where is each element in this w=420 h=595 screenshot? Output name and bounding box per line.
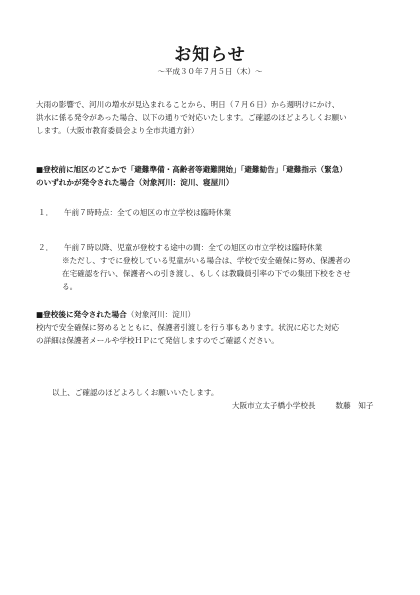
item-number: ２． [38, 243, 54, 252]
heading-line: ■登校前に旭区のどこかで「避難準備・高齢者等避難開始」「避難勧告」「避難指示（緊急） [36, 165, 347, 174]
note-line: る。 [62, 282, 78, 292]
heading-line: のいずれかが発令された場合（対象河川：淀川、寝屋川） [36, 178, 234, 188]
notice-date: ～平成３０年７月５日（木）～ [157, 67, 263, 76]
section-before-school-heading [36, 163, 347, 189]
section-after-school-heading [36, 308, 195, 321]
signature-block [232, 399, 374, 412]
note-line: ※ただし、すでに登校している児童がいる場合は、学校で安全確保に努め、保護者の [62, 256, 351, 265]
item-text: 午前７時以降、児童が登校する途中の間：全ての旭区の市立学校は臨時休業 [64, 243, 323, 252]
heading-note: （対象河川：淀川） [126, 310, 196, 319]
item-text: 午前７時時点：全ての旭区の市立学校は臨時休業 [64, 208, 232, 217]
item-note [62, 254, 351, 294]
signer-position: 大阪市立太子橋小学校長 [232, 401, 316, 410]
signer-name: 数藤 知子 [335, 401, 374, 410]
after-school-paragraph [36, 321, 339, 347]
intro-paragraph [36, 98, 347, 138]
body-line: の詳細は保護者メールや学校ＨＰにて発信しますのでご確認ください。 [36, 336, 279, 346]
closing-text: 以上、ご確認のほどよろしくお願いいたします。 [52, 388, 219, 397]
heading-text: ■登校後に発令された場合 [36, 310, 127, 319]
item-number: １． [38, 208, 54, 217]
intro-line: 洪水に係る発令があった場合、以下の通りで対応いたします。ご確認のほどよろしくお願い [36, 113, 347, 123]
body-line: 校内で安全確保に努めるとともに、保護者引渡しを行う事もあります。状況に応じた対応 [36, 323, 340, 332]
notice-title: お知らせ [174, 45, 246, 65]
intro-line: します。（大阪市教育委員会より全市共通方針） [36, 126, 199, 136]
note-line: 在宅確認を行い、保護者への引き渡し、もしくは教職員引率の下での集団下校をさせ [62, 269, 351, 279]
intro-line: 大雨の影響で、河川の増水が見込まれることから、明日（７月６日）から週明けにかけ、 [36, 100, 340, 109]
